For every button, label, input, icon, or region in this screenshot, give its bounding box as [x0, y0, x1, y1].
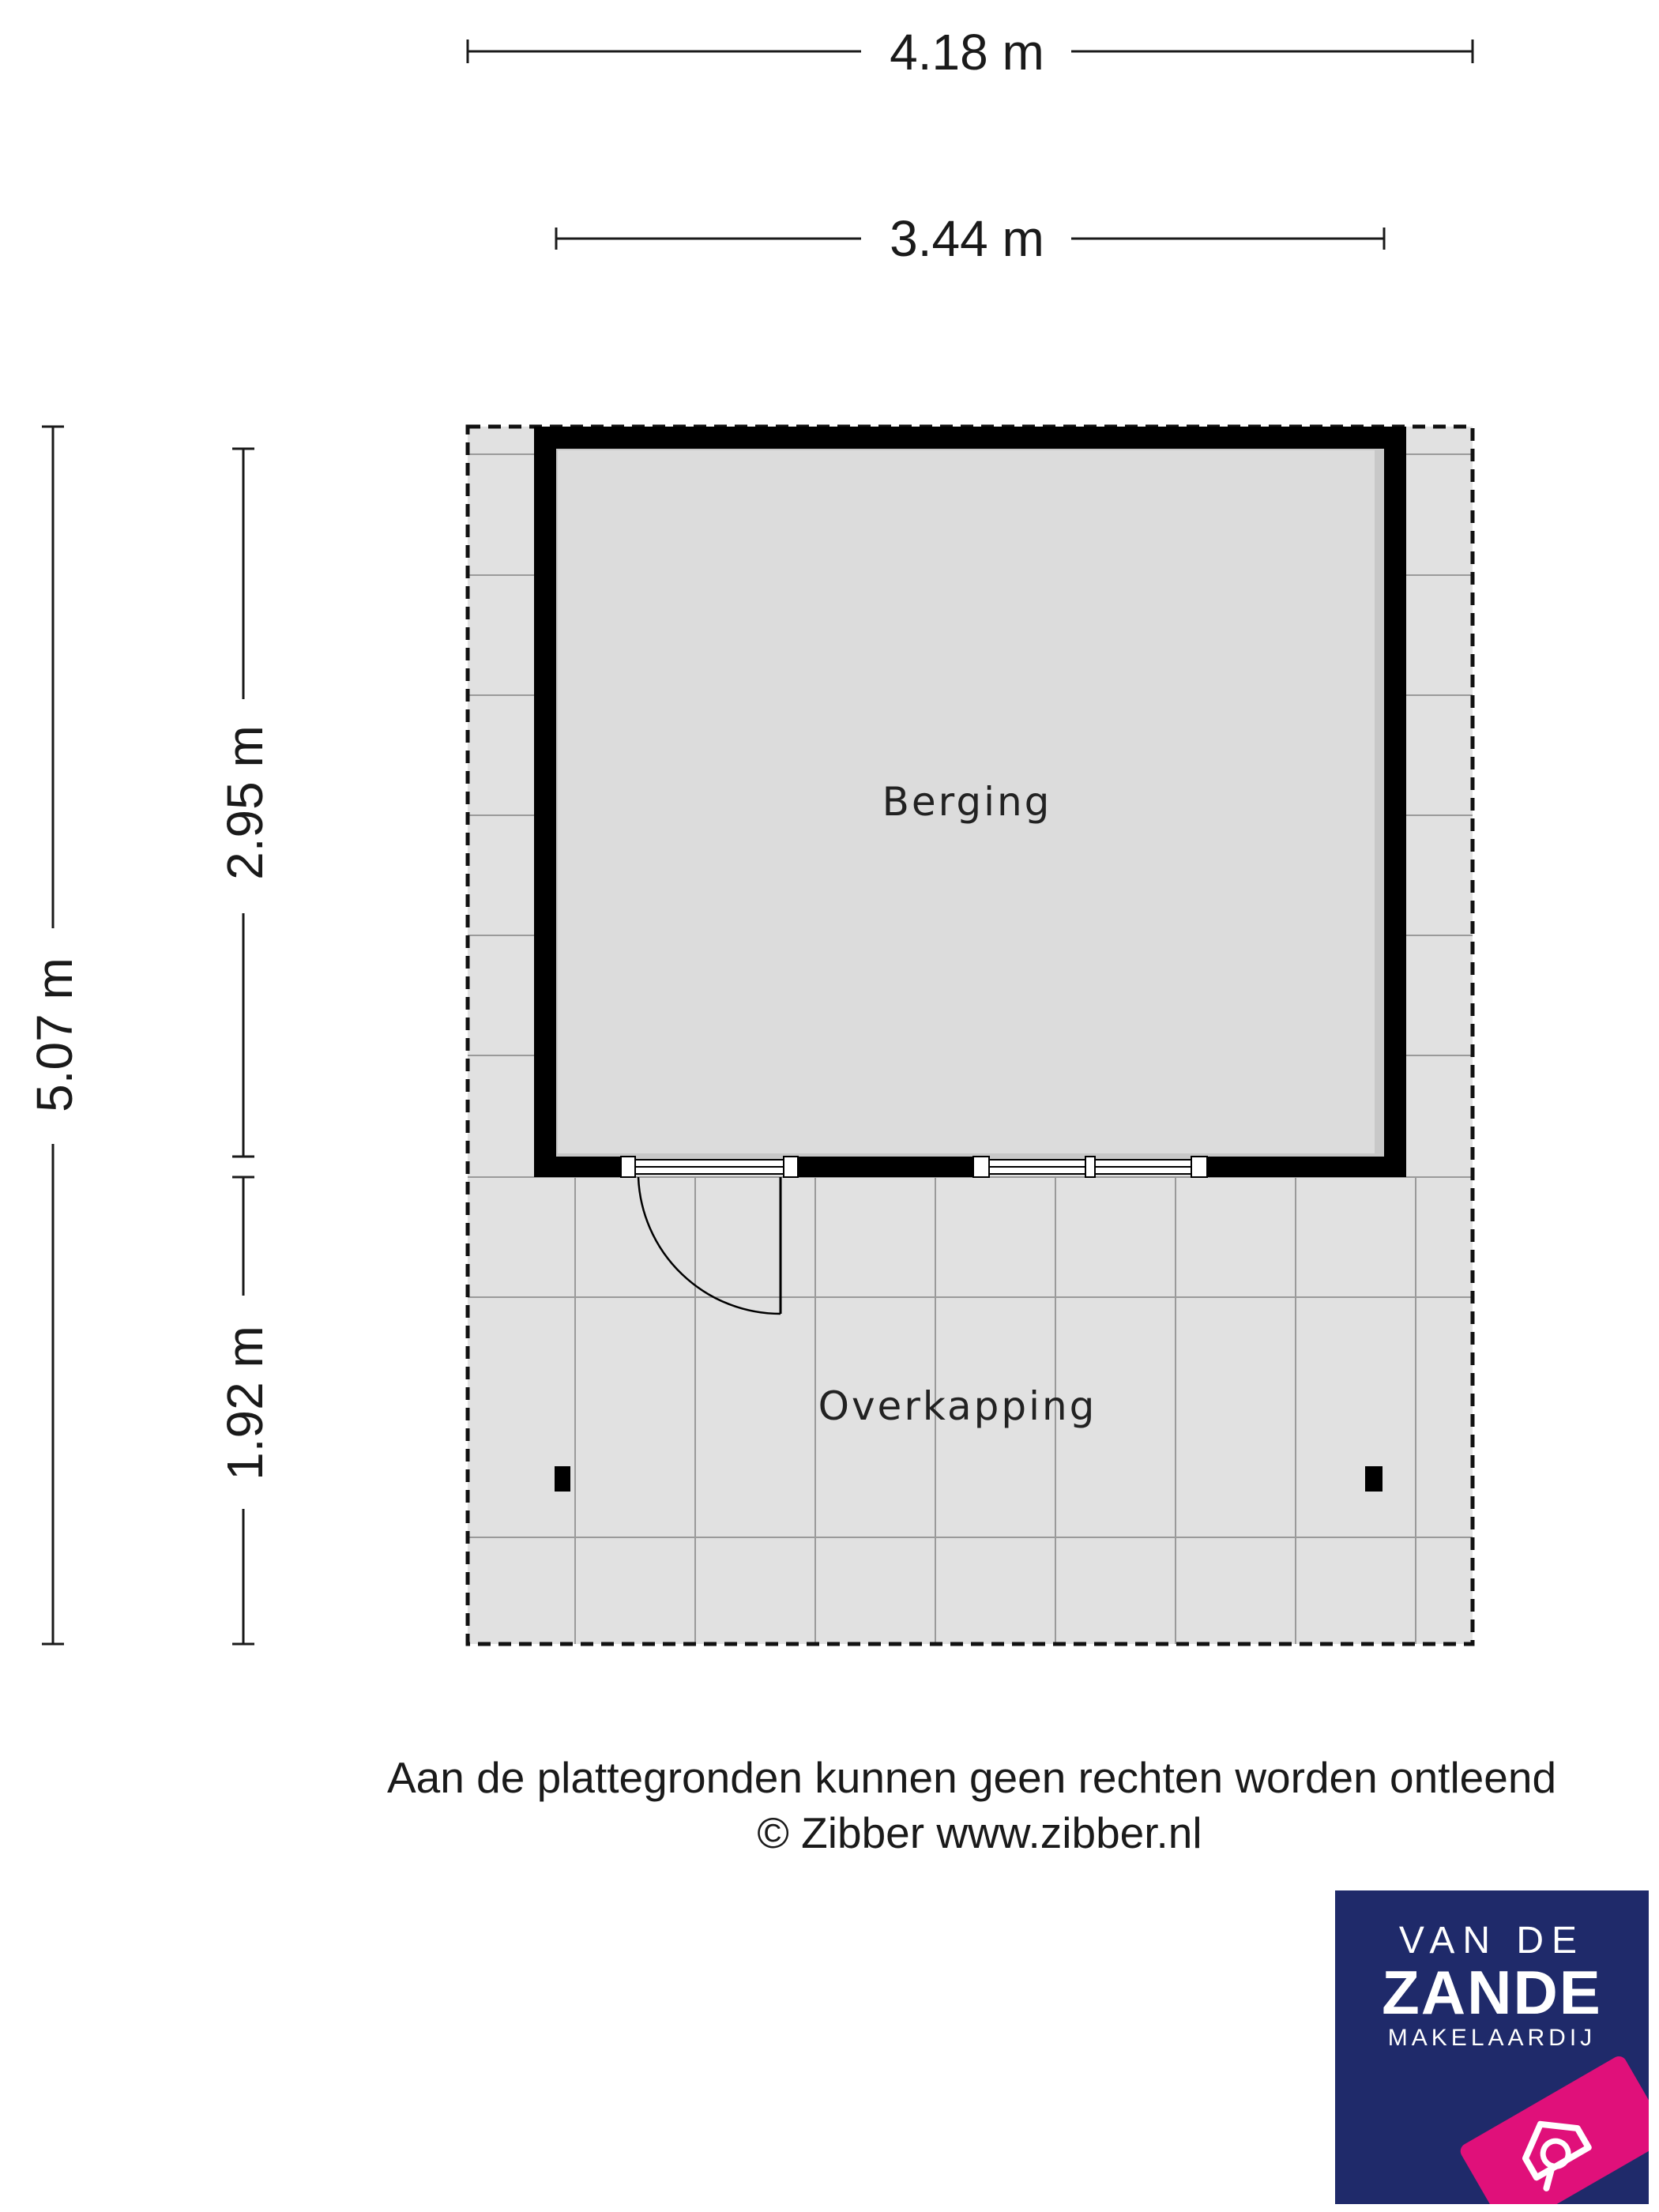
room-label-overkapping: Overkapping	[818, 1383, 1097, 1429]
room-label-berging: Berging	[882, 779, 1052, 825]
post-left	[555, 1466, 570, 1492]
dimension-label-left-total: 5.07 m	[26, 957, 83, 1112]
post-right	[1365, 1466, 1382, 1492]
dimension-label-top-inner: 3.44 m	[890, 210, 1044, 267]
logo-line-1: VAN DE	[1398, 1920, 1586, 1962]
dimension-label-left-overkapping: 1.92 m	[216, 1326, 273, 1480]
window	[973, 1157, 1207, 1177]
dimension-label-top-outer: 4.18 m	[890, 24, 1044, 81]
logo-line-2: ZANDE	[1382, 1958, 1602, 2027]
logo-line-3: MAKELAARDIJ	[1387, 2025, 1597, 2051]
van-de-zande-logo	[1335, 1890, 1649, 2204]
house-magnifier-icon	[1335, 1890, 1649, 2204]
dimension-label-left-berging: 2.95 m	[216, 725, 273, 880]
copyright-text: © Zibber www.zibber.nl	[757, 1808, 1202, 1857]
disclaimer-text: Aan de plattegronden kunnen geen rechten worden ontleend	[386, 1753, 1557, 1802]
